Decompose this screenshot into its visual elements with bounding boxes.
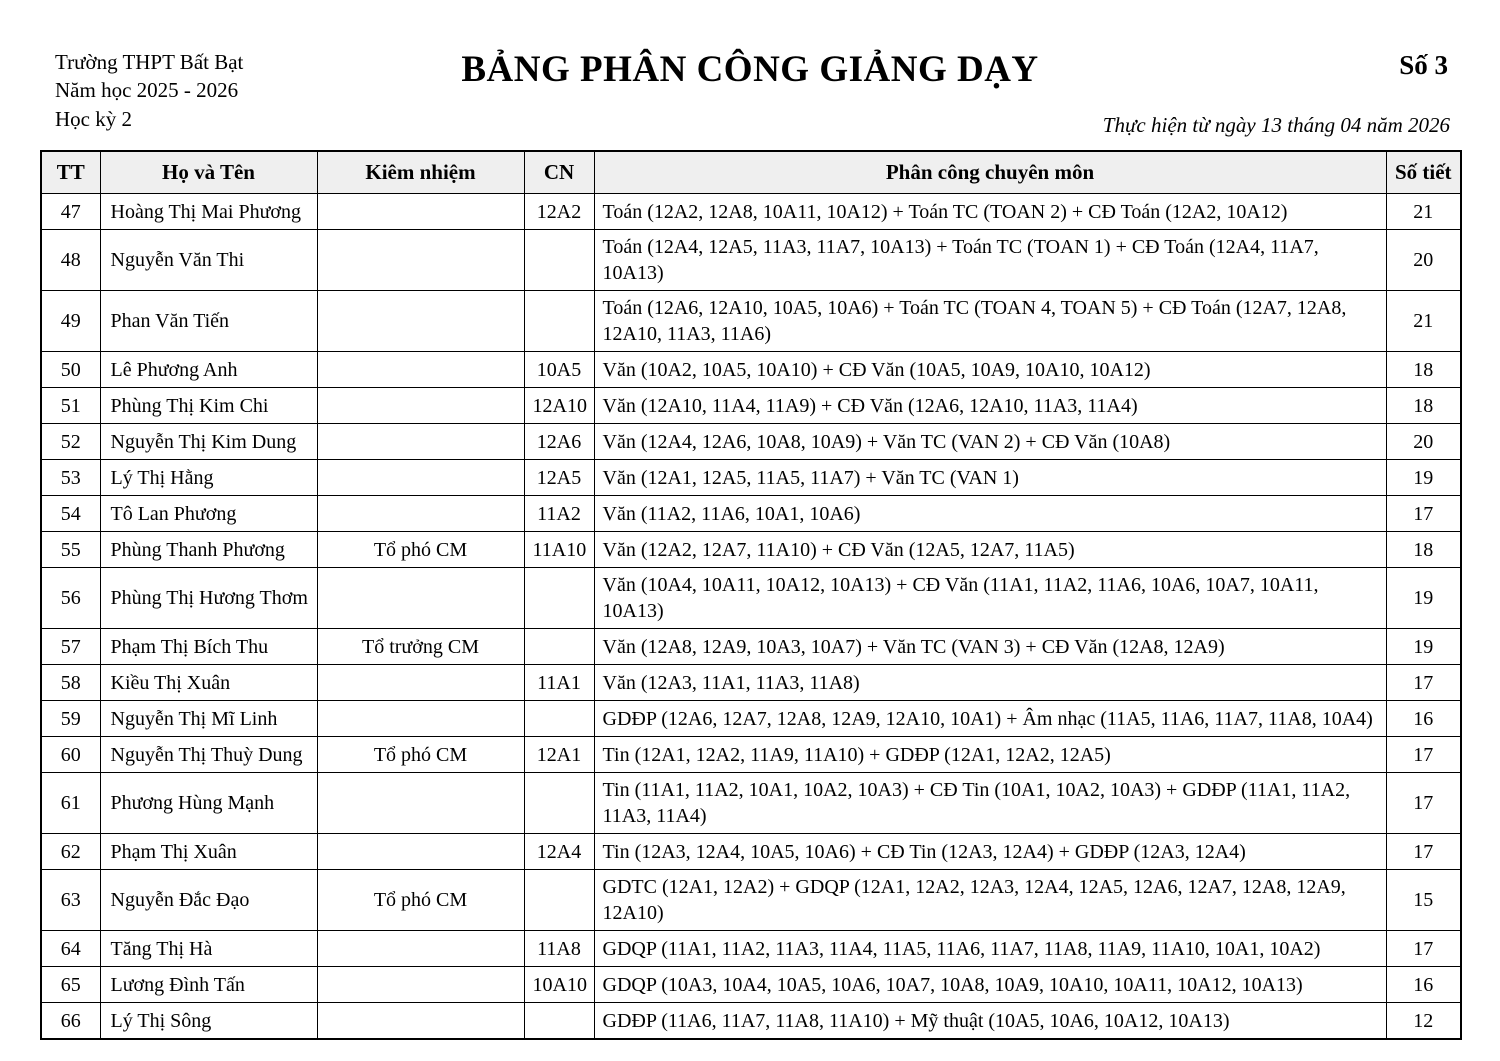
homeroom-class-cell: 12A10: [524, 388, 594, 424]
concurrent-role-cell: Tổ phó CM: [317, 737, 524, 773]
teaching-assignment-cell: Văn (12A4, 12A6, 10A8, 10A9) + Văn TC (VAN 2) + CĐ Văn (10A8): [594, 424, 1386, 460]
teacher-name-cell: Phạm Thị Bích Thu: [100, 629, 317, 665]
homeroom-class-cell: 11A8: [524, 931, 594, 967]
period-count-cell: 16: [1386, 967, 1461, 1003]
column-header-tt: TT: [41, 151, 100, 194]
period-count-cell: 12: [1386, 1003, 1461, 1040]
teaching-assignment-cell: Tin (12A1, 12A2, 11A9, 11A10) + GDĐP (12A1, 12A2, 12A5): [594, 737, 1386, 773]
table-row: [41, 460, 1461, 496]
teaching-assignment-cell: Văn (12A8, 12A9, 10A3, 10A7) + Văn TC (VAN 3) + CĐ Văn (12A8, 12A9): [594, 629, 1386, 665]
teacher-name-cell: Nguyễn Văn Thi: [100, 230, 317, 291]
concurrent-role-cell: Tổ phó CM: [317, 870, 524, 931]
homeroom-class-cell: [524, 1003, 594, 1040]
concurrent-role-cell: [317, 931, 524, 967]
school-year: Năm học 2025 - 2026: [55, 78, 239, 103]
table-row: [41, 773, 1461, 834]
concurrent-role-cell: [317, 194, 524, 230]
table-row: [41, 568, 1461, 629]
period-count-cell: 17: [1386, 665, 1461, 701]
concurrent-role-cell: [317, 291, 524, 352]
teaching-assignment-cell: Văn (11A2, 11A6, 10A1, 10A6): [594, 496, 1386, 532]
column-header-name: Họ và Tên: [100, 151, 317, 194]
document-header: [40, 40, 1460, 150]
row-index-cell: 62: [41, 834, 100, 870]
row-index-cell: 54: [41, 496, 100, 532]
teacher-name-cell: Phương Hùng Mạnh: [100, 773, 317, 834]
homeroom-class-cell: 10A10: [524, 967, 594, 1003]
concurrent-role-cell: [317, 568, 524, 629]
concurrent-role-cell: [317, 1003, 524, 1040]
teaching-assignment-cell: Văn (12A3, 11A1, 11A3, 11A8): [594, 665, 1386, 701]
teacher-name-cell: Lý Thị Sông: [100, 1003, 317, 1040]
homeroom-class-cell: [524, 773, 594, 834]
table-row: [41, 870, 1461, 931]
effective-date: Thực hiện từ ngày 13 tháng 04 năm 2026: [1102, 113, 1450, 137]
table-row: [41, 701, 1461, 737]
column-header-cn: CN: [524, 151, 594, 194]
period-count-cell: 21: [1386, 291, 1461, 352]
period-count-cell: 19: [1386, 568, 1461, 629]
concurrent-role-cell: [317, 665, 524, 701]
teaching-assignment-cell: Toán (12A6, 12A10, 10A5, 10A6) + Toán TC (TOAN 4, TOAN 5) + CĐ Toán (12A7, 12A8, 12A10, 11A3, 11A6): [594, 291, 1386, 352]
period-count-cell: 20: [1386, 230, 1461, 291]
teacher-name-cell: Lương Đình Tấn: [100, 967, 317, 1003]
table-row: [41, 194, 1461, 230]
teacher-name-cell: Kiều Thị Xuân: [100, 665, 317, 701]
homeroom-class-cell: 12A5: [524, 460, 594, 496]
homeroom-class-cell: 11A2: [524, 496, 594, 532]
row-index-cell: 59: [41, 701, 100, 737]
homeroom-class-cell: [524, 568, 594, 629]
teaching-assignment-cell: Văn (12A2, 12A7, 11A10) + CĐ Văn (12A5, 12A7, 11A5): [594, 532, 1386, 568]
concurrent-role-cell: [317, 496, 524, 532]
table-row: [41, 291, 1461, 352]
teacher-name-cell: Tăng Thị Hà: [100, 931, 317, 967]
row-index-cell: 47: [41, 194, 100, 230]
homeroom-class-cell: [524, 701, 594, 737]
homeroom-class-cell: [524, 870, 594, 931]
table-row: [41, 352, 1461, 388]
row-index-cell: 57: [41, 629, 100, 665]
teaching-assignment-cell: Toán (12A2, 12A8, 10A11, 10A12) + Toán TC (TOAN 2) + CĐ Toán (12A2, 10A12): [594, 194, 1386, 230]
column-header-role: Kiêm nhiệm: [317, 151, 524, 194]
row-index-cell: 51: [41, 388, 100, 424]
teaching-assignment-cell: Toán (12A4, 12A5, 11A3, 11A7, 10A13) + Toán TC (TOAN 1) + CĐ Toán (12A4, 11A7, 10A13): [594, 230, 1386, 291]
teacher-name-cell: Phùng Thị Hương Thơm: [100, 568, 317, 629]
teacher-name-cell: Lý Thị Hằng: [100, 460, 317, 496]
homeroom-class-cell: [524, 629, 594, 665]
teacher-name-cell: Nguyễn Thị Mĩ Linh: [100, 701, 317, 737]
teaching-assignment-cell: Tin (12A3, 12A4, 10A5, 10A6) + CĐ Tin (12A3, 12A4) + GDĐP (12A3, 12A4): [594, 834, 1386, 870]
table-body: [41, 194, 1461, 1040]
concurrent-role-cell: Tổ trưởng CM: [317, 629, 524, 665]
page-title: BẢNG PHÂN CÔNG GIẢNG DẠY: [461, 49, 1039, 90]
teaching-assignment-cell: GDTC (12A1, 12A2) + GDQP (12A1, 12A2, 12A3, 12A4, 12A5, 12A6, 12A7, 12A8, 12A9, 12A10): [594, 870, 1386, 931]
teacher-name-cell: Nguyễn Thị Kim Dung: [100, 424, 317, 460]
teacher-name-cell: Hoàng Thị Mai Phương: [100, 194, 317, 230]
row-index-cell: 58: [41, 665, 100, 701]
column-header-periods: Số tiết: [1386, 151, 1461, 194]
period-count-cell: 19: [1386, 460, 1461, 496]
row-index-cell: 66: [41, 1003, 100, 1040]
teacher-name-cell: Phùng Thanh Phương: [100, 532, 317, 568]
teacher-name-cell: Phan Văn Tiến: [100, 291, 317, 352]
period-count-cell: 19: [1386, 629, 1461, 665]
period-count-cell: 18: [1386, 388, 1461, 424]
row-index-cell: 65: [41, 967, 100, 1003]
row-index-cell: 50: [41, 352, 100, 388]
period-count-cell: 15: [1386, 870, 1461, 931]
row-index-cell: 64: [41, 931, 100, 967]
teaching-assignment-cell: Văn (12A1, 12A5, 11A5, 11A7) + Văn TC (VAN 1): [594, 460, 1386, 496]
concurrent-role-cell: [317, 424, 524, 460]
concurrent-role-cell: [317, 967, 524, 1003]
teaching-assignment-cell: GDĐP (11A6, 11A7, 11A8, 11A10) + Mỹ thuật (10A5, 10A6, 10A12, 10A13): [594, 1003, 1386, 1040]
teaching-assignment-cell: GDQP (11A1, 11A2, 11A3, 11A4, 11A5, 11A6, 11A7, 11A8, 11A9, 11A10, 10A1, 10A2): [594, 931, 1386, 967]
row-index-cell: 52: [41, 424, 100, 460]
row-index-cell: 48: [41, 230, 100, 291]
table-row: [41, 737, 1461, 773]
row-index-cell: 56: [41, 568, 100, 629]
row-index-cell: 55: [41, 532, 100, 568]
period-count-cell: 17: [1386, 737, 1461, 773]
table-row: [41, 496, 1461, 532]
table-header-row: [41, 151, 1461, 194]
table-row: [41, 629, 1461, 665]
table-row: [41, 967, 1461, 1003]
table-row: [41, 931, 1461, 967]
homeroom-class-cell: 12A2: [524, 194, 594, 230]
table-row: [41, 1003, 1461, 1040]
teacher-name-cell: Nguyễn Thị Thuỳ Dung: [100, 737, 317, 773]
teacher-name-cell: Phạm Thị Xuân: [100, 834, 317, 870]
homeroom-class-cell: 12A6: [524, 424, 594, 460]
row-index-cell: 61: [41, 773, 100, 834]
concurrent-role-cell: [317, 388, 524, 424]
teacher-name-cell: Tô Lan Phương: [100, 496, 317, 532]
concurrent-role-cell: [317, 230, 524, 291]
teacher-name-cell: Phùng Thị Kim Chi: [100, 388, 317, 424]
period-count-cell: 21: [1386, 194, 1461, 230]
concurrent-role-cell: [317, 773, 524, 834]
row-index-cell: 49: [41, 291, 100, 352]
concurrent-role-cell: [317, 352, 524, 388]
homeroom-class-cell: 11A1: [524, 665, 594, 701]
concurrent-role-cell: Tổ phó CM: [317, 532, 524, 568]
homeroom-class-cell: [524, 230, 594, 291]
assignment-table-wrapper: [40, 150, 1460, 1040]
row-index-cell: 60: [41, 737, 100, 773]
table-row: [41, 834, 1461, 870]
column-header-assignment: Phân công chuyên môn: [594, 151, 1386, 194]
homeroom-class-cell: 11A10: [524, 532, 594, 568]
homeroom-class-cell: 12A4: [524, 834, 594, 870]
teaching-assignment-cell: Văn (10A2, 10A5, 10A10) + CĐ Văn (10A5, 10A9, 10A10, 10A12): [594, 352, 1386, 388]
table-row: [41, 424, 1461, 460]
homeroom-class-cell: 12A1: [524, 737, 594, 773]
teaching-assignment-cell: Văn (10A4, 10A11, 10A12, 10A13) + CĐ Văn (11A1, 11A2, 11A6, 10A6, 10A7, 10A11, 10A13): [594, 568, 1386, 629]
period-count-cell: 17: [1386, 834, 1461, 870]
concurrent-role-cell: [317, 701, 524, 737]
teaching-assignment-cell: GDQP (10A3, 10A4, 10A5, 10A6, 10A7, 10A8, 10A9, 10A10, 10A11, 10A12, 10A13): [594, 967, 1386, 1003]
table-row: [41, 665, 1461, 701]
homeroom-class-cell: [524, 291, 594, 352]
teaching-assignment-cell: Tin (11A1, 11A2, 10A1, 10A2, 10A3) + CĐ Tin (10A1, 10A2, 10A3) + GDĐP (11A1, 11A2, 11A3, 11A4): [594, 773, 1386, 834]
concurrent-role-cell: [317, 460, 524, 496]
table-row: [41, 388, 1461, 424]
period-count-cell: 18: [1386, 532, 1461, 568]
table-row: [41, 532, 1461, 568]
school-name: Trường THPT Bất Bạt: [55, 50, 244, 74]
row-index-cell: 53: [41, 460, 100, 496]
teacher-name-cell: Nguyễn Đắc Đạo: [100, 870, 317, 931]
document-number: Số 3: [1399, 50, 1448, 80]
concurrent-role-cell: [317, 834, 524, 870]
assignment-table: [40, 150, 1462, 1040]
period-count-cell: 17: [1386, 931, 1461, 967]
row-index-cell: 63: [41, 870, 100, 931]
period-count-cell: 20: [1386, 424, 1461, 460]
teacher-name-cell: Lê Phương Anh: [100, 352, 317, 388]
teaching-assignment-cell: GDĐP (12A6, 12A7, 12A8, 12A9, 12A10, 10A1) + Âm nhạc (11A5, 11A6, 11A7, 11A8, 10A4): [594, 701, 1386, 737]
period-count-cell: 16: [1386, 701, 1461, 737]
semester: Học kỳ 2: [55, 106, 132, 131]
period-count-cell: 17: [1386, 773, 1461, 834]
period-count-cell: 17: [1386, 496, 1461, 532]
homeroom-class-cell: 10A5: [524, 352, 594, 388]
teaching-assignment-cell: Văn (12A10, 11A4, 11A9) + CĐ Văn (12A6, 12A10, 11A3, 11A4): [594, 388, 1386, 424]
period-count-cell: 18: [1386, 352, 1461, 388]
table-row: [41, 230, 1461, 291]
